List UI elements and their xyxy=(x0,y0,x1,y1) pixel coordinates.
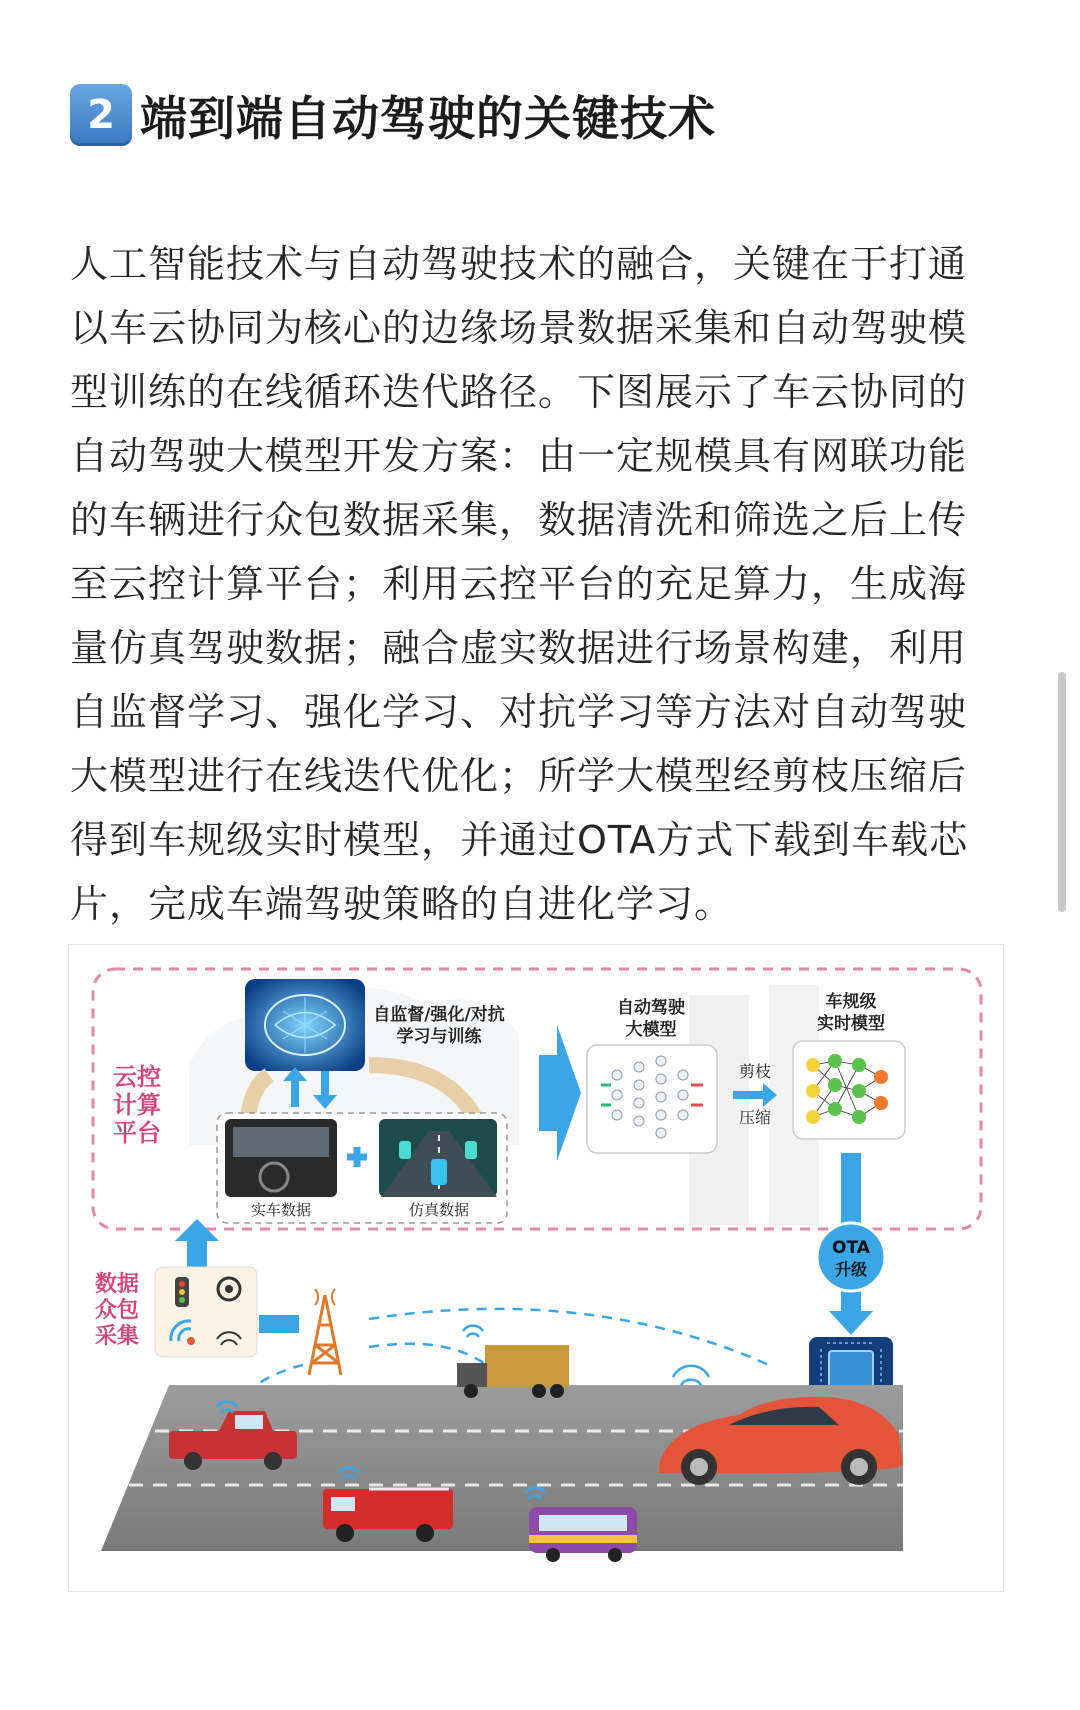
paragraph-line: 至云控计算平台；利用云控平台的充足算力，生成海 xyxy=(70,562,968,606)
realtime-model-label: 实时模型 xyxy=(817,1014,885,1034)
architecture-diagram xyxy=(68,944,1004,1592)
paragraph-line: 大模型进行在线迭代优化；所学大模型经剪枝压缩后 xyxy=(70,754,968,798)
cell-tower-icon xyxy=(309,1289,341,1375)
paragraph-line: 以车云协同为核心的边缘场景数据采集和自动驾驶模 xyxy=(70,306,968,350)
realtime-model-label: 车规级 xyxy=(825,992,877,1012)
simulation-data-label: 仿真数据 xyxy=(408,1201,470,1219)
scrollbar[interactable] xyxy=(1058,672,1066,912)
compress-label: 压缩 xyxy=(738,1108,772,1127)
ota-label: 升级 xyxy=(834,1260,868,1279)
paragraph-line: 自监督学习、强化学习、对抗学习等方法对自动驾驶 xyxy=(70,690,968,734)
training-label: 自监督/强化/对抗 xyxy=(373,1005,505,1025)
large-model-label: 大模型 xyxy=(625,1020,677,1040)
paragraph-line: 自动驾驶大模型开发方案：由一定规模具有网联功能 xyxy=(70,434,968,478)
large-model-network-icon xyxy=(587,1045,717,1153)
to-model-arrow xyxy=(539,1025,581,1161)
bus xyxy=(529,1507,637,1562)
crowd-link-bar xyxy=(259,1315,299,1333)
section-heading xyxy=(70,80,716,150)
realtime-model-network-icon xyxy=(793,1041,905,1139)
brain-icon xyxy=(245,979,365,1071)
number-badge: 2 xyxy=(70,84,132,146)
paragraph-line: 型训练的在线循环迭代路径。下图展示了车云协同的 xyxy=(70,370,968,414)
ota-label: OTA xyxy=(832,1238,870,1258)
cloud-label-line: 计算 xyxy=(113,1091,161,1119)
simulation-data-image xyxy=(379,1119,497,1197)
paragraph-line: 的车辆进行众包数据采集，数据清洗和筛选之后上传 xyxy=(70,498,968,542)
paragraph-line: 片，完成车端驾驶策略的自进化学习。 xyxy=(70,882,734,926)
section-title: 端到端自动驾驶的关键技术 xyxy=(140,91,716,147)
real-data-image xyxy=(225,1119,337,1197)
body-paragraph xyxy=(70,232,990,936)
paragraph-line: 得到车规级实时模型，并通过OTA方式下载到车载芯 xyxy=(70,818,969,862)
crowd-label-line: 数据 xyxy=(94,1272,140,1297)
paragraph-line: 人工智能技术与自动驾驶技术的融合，关键在于打通 xyxy=(70,242,968,286)
crowd-label-line: 众包 xyxy=(94,1298,140,1323)
cloud-label-line: 平台 xyxy=(113,1119,161,1147)
sensor-icons-card xyxy=(155,1267,257,1357)
training-label: 学习与训练 xyxy=(396,1027,482,1047)
prune-label: 剪枝 xyxy=(738,1062,772,1081)
cloud-label-line: 云控 xyxy=(113,1063,161,1091)
crowd-label-line: 采集 xyxy=(94,1324,140,1349)
large-model-label: 自动驾驶 xyxy=(617,998,685,1018)
paragraph-line: 量仿真驾驶数据；融合虚实数据进行场景构建，利用 xyxy=(70,626,968,670)
real-data-label: 实车数据 xyxy=(250,1201,312,1219)
cloud-platform-label xyxy=(113,1063,161,1147)
